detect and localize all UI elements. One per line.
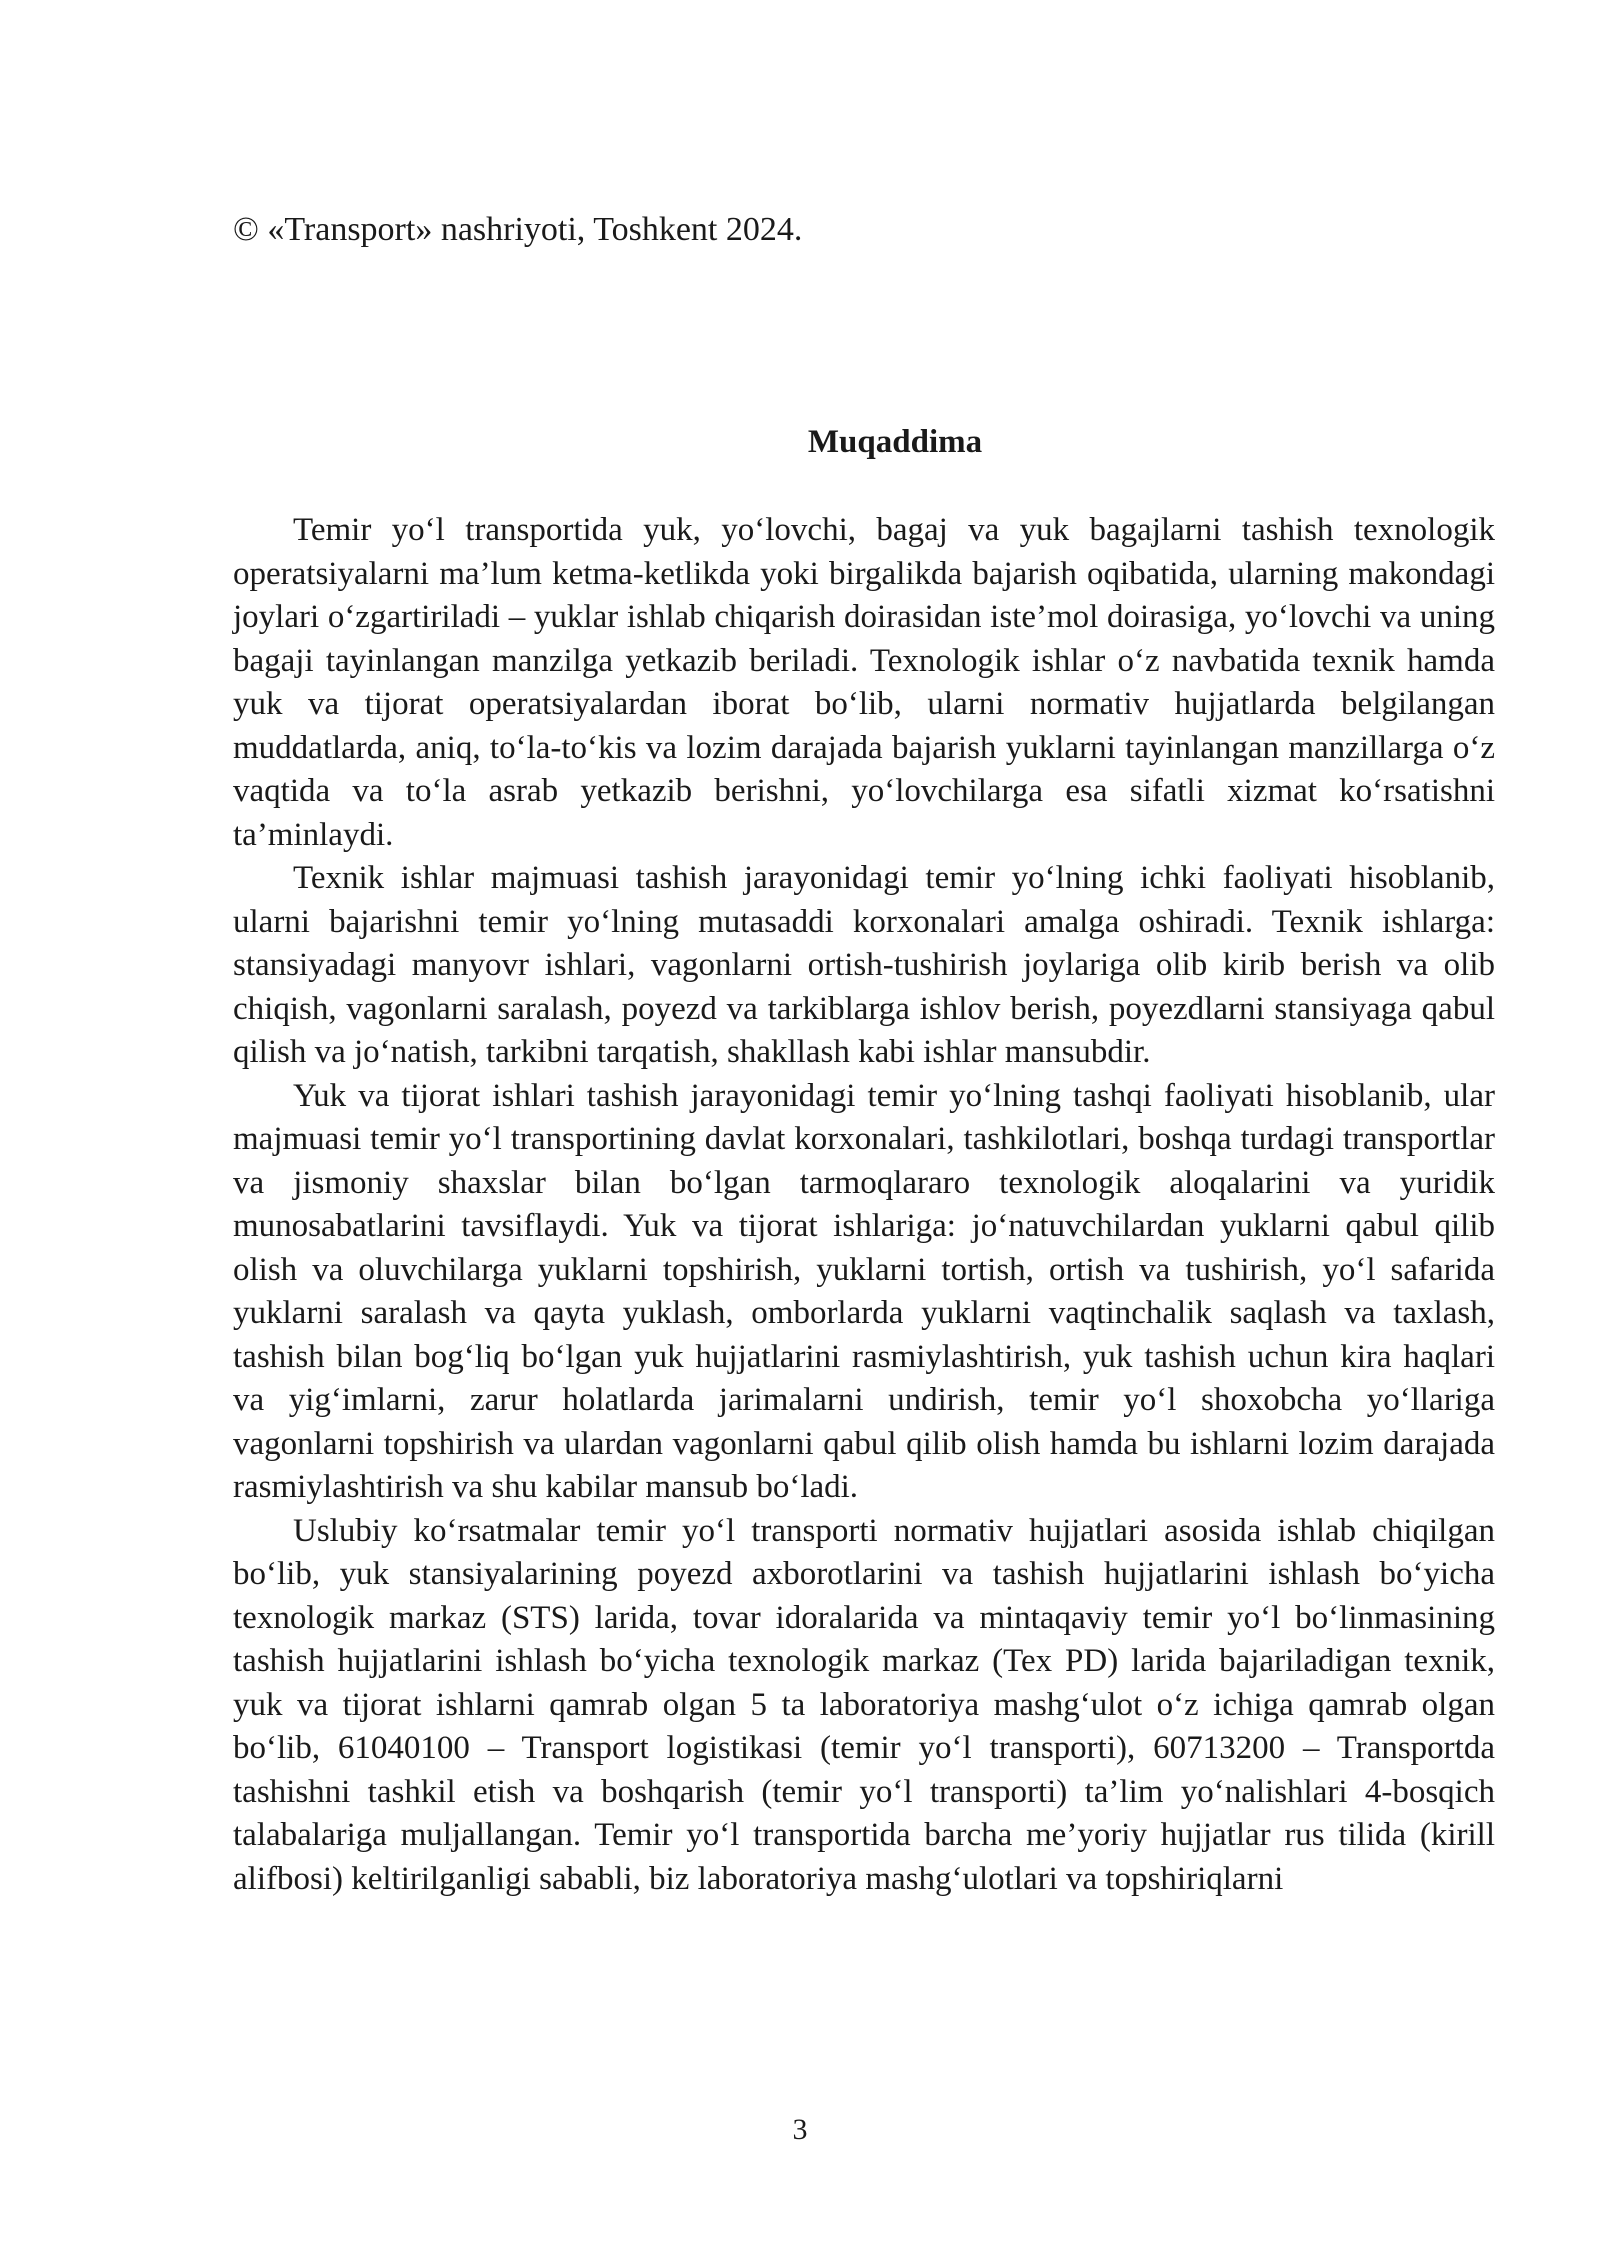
- copyright-line: © «Transport» nashriyoti, Toshkent 2024.: [233, 211, 803, 248]
- paragraph: Temir yo‘l transportida yuk, yo‘lovchi, bagaj va yuk bagajlarni tashish texnologik operatsiyalarni ma’lum ketma-ketlikda yoki birgalikda bajarish oqibatida, ularning makondagi joylari o‘zgartiriladi – yuklar ishlab chiqarish doirasidan iste’mol doirasiga, yo‘lovchi va uning bagaji tayinlangan manzilga yetkazib beriladi. Texnologik ishlar o‘z navbatida texnik hamda yuk va tijorat operatsiyalardan iborat bo‘lib, ularni normativ hujjatlarda belgilangan muddatlarda, aniq, to‘la-to‘kis va lozim darajada bajarish yuklarni tayinlangan manzillarga o‘z vaqtida va to‘la asrab yetkazib berishni, yo‘lovchilarga esa sifatli xizmat ko‘rsatishni ta’minlaydi.: [233, 512, 1495, 853]
- page-number: 3: [792, 2113, 808, 2146]
- section-heading: Muqaddima: [807, 424, 983, 460]
- body-text: [233, 509, 1495, 1901]
- paragraph: Texnik ishlar majmuasi tashish jarayonidagi temir yo‘lning ichki faoliyati hisoblanib, ularni bajarishni temir yo‘lning mutasaddi korxonalari amalga oshiradi. Texnik ishlarga: stansiyadagi manyovr ishlari, vagonlarni ortish-tushirish joylariga olib kirib berish va olib chiqish, vagonlarni saralash, poyezd va tarkiblarga ishlov berish, poyezdlarni stansiyaga qabul qilish va jo‘natish, tarkibni tarqatish, shakllash kabi ishlar mansubdir.: [233, 860, 1495, 1070]
- paragraph: Yuk va tijorat ishlari tashish jarayonidagi temir yo‘lning tashqi faoliyati hisoblanib, ular majmuasi temir yo‘l transportining davlat korxonalari, tashkilotlari, boshqa turdagi transportlar va jismoniy shaxslar bilan bo‘lgan tarmoqlararo texnologik aloqalarini va yuridik munosabatlarini tavsiflaydi. Yuk va tijorat ishlariga: jo‘natuvchilardan yuklarni qabul qilib olish va oluvchilarga yuklarni topshirish, yuklarni tortish, ortish va tushirish, yo‘l safarida yuklarni saralash va qayta yuklash, omborlarda yuklarni vaqtinchalik saqlash va taxlash, tashish bilan bog‘liq bo‘lgan yuk hujjatlarini rasmiylashtirish, yuk tashish uchun kira haqlari va yig‘imlarni, zarur holatlarda jarimalarni undirish, temir yo‘l shoxobcha yo‘llariga vagonlarni topshirish va ulardan vagonlarni qabul qilib olish hamda bu ishlarni lozim darajada rasmiylashtirish va shu kabilar mansub bo‘ladi.: [233, 1077, 1495, 1505]
- paragraph: Uslubiy ko‘rsatmalar temir yo‘l transporti normativ hujjatlari asosida ishlab chiqilgan bo‘lib, yuk stansiyalarining poyezd axborotlarini va tashish hujjatlarini ishlash bo‘yicha texnologik markaz (STS) larida, tovar idoralarida va mintaqaviy temir yo‘l bo‘linmasining tashish hujjatlarini ishlash bo‘yicha texnologik markaz (Tex PD) larida bajariladigan texnik, yuk va tijorat ishlarni qamrab olgan 5 ta laboratoriya mashg‘ulot o‘z ichiga qamrab olgan bo‘lib, 61040100 – Transport logistikasi (temir yo‘l transporti), 60713200 – Transportda tashishni tashkil etish va boshqarish (temir yo‘l transporti) ta’lim yo‘nalishlari 4-bosqich talabalariga muljallangan. Temir yo‘l transportida barcha me’yoriy hujjatlar rus tilida (kirill alifbosi) keltirilganligi sababli, biz laboratoriya mashg‘ulotlari va topshiriqlarni: [233, 1512, 1495, 1897]
